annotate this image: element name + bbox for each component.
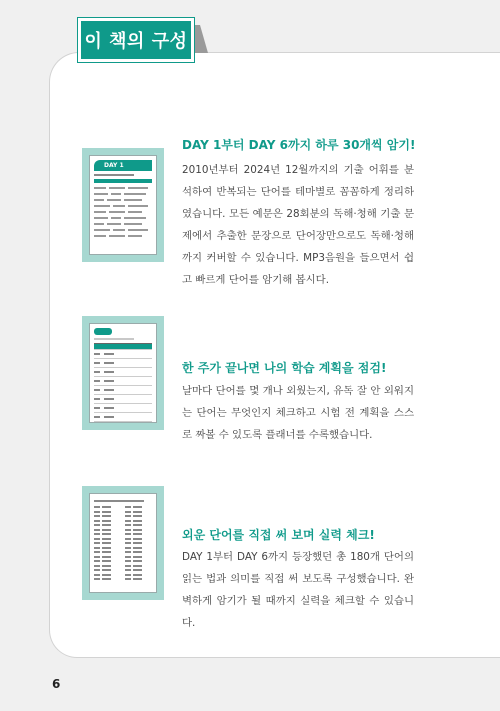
page-number: 6	[52, 677, 61, 691]
section-title: 외운 단어를 직접 써 보며 실력 체크!	[182, 528, 375, 542]
section-body: 날마다 단어를 몇 개나 외웠는지, 유독 잘 안 외워지는 단어는 무엇인지 체크하고 시험 전 계획을 스스로 짜볼 수 있도록 플래너를 수록했습니다.	[182, 385, 414, 441]
section-tab: 이 책의 구성	[78, 18, 194, 62]
section-body: 2010년부터 2024년 12월까지의 기출 어휘를 분석하여 반복되는 단어를 테마별로 꼼꼼하게 정리하였습니다. 모든 예문은 28회분의 독해·청해 기출 문제에서 추출한 문장으로 단어장만으로도 독해·청해까지 커버할 수 있습니다. MP3음원을 들으면서 쉽고 빠르게 단어를 암기해 봅시다.	[182, 164, 414, 286]
thumbnail-writing-page	[82, 486, 164, 600]
mini-day-header	[94, 160, 152, 171]
section-title: 한 주가 끝나면 나의 학습 계획을 점검!	[182, 361, 387, 375]
thumbnail-daily-page	[82, 148, 164, 262]
mini-page	[89, 155, 157, 255]
mini-page	[89, 493, 157, 593]
mini-day-label: DAY 1	[104, 162, 124, 169]
thumbnail-planner-page	[82, 316, 164, 430]
mini-page	[89, 323, 157, 423]
section-title: DAY 1부터 DAY 6까지 하루 30개씩 암기!	[182, 138, 416, 152]
section-body: DAY 1부터 DAY 6까지 등장했던 총 180개 단어의 읽는 법과 의미를 직접 써 보도록 구성했습니다. 완벽하게 암기가 될 때까지 실력을 체크할 수 있습니다.	[182, 551, 414, 629]
